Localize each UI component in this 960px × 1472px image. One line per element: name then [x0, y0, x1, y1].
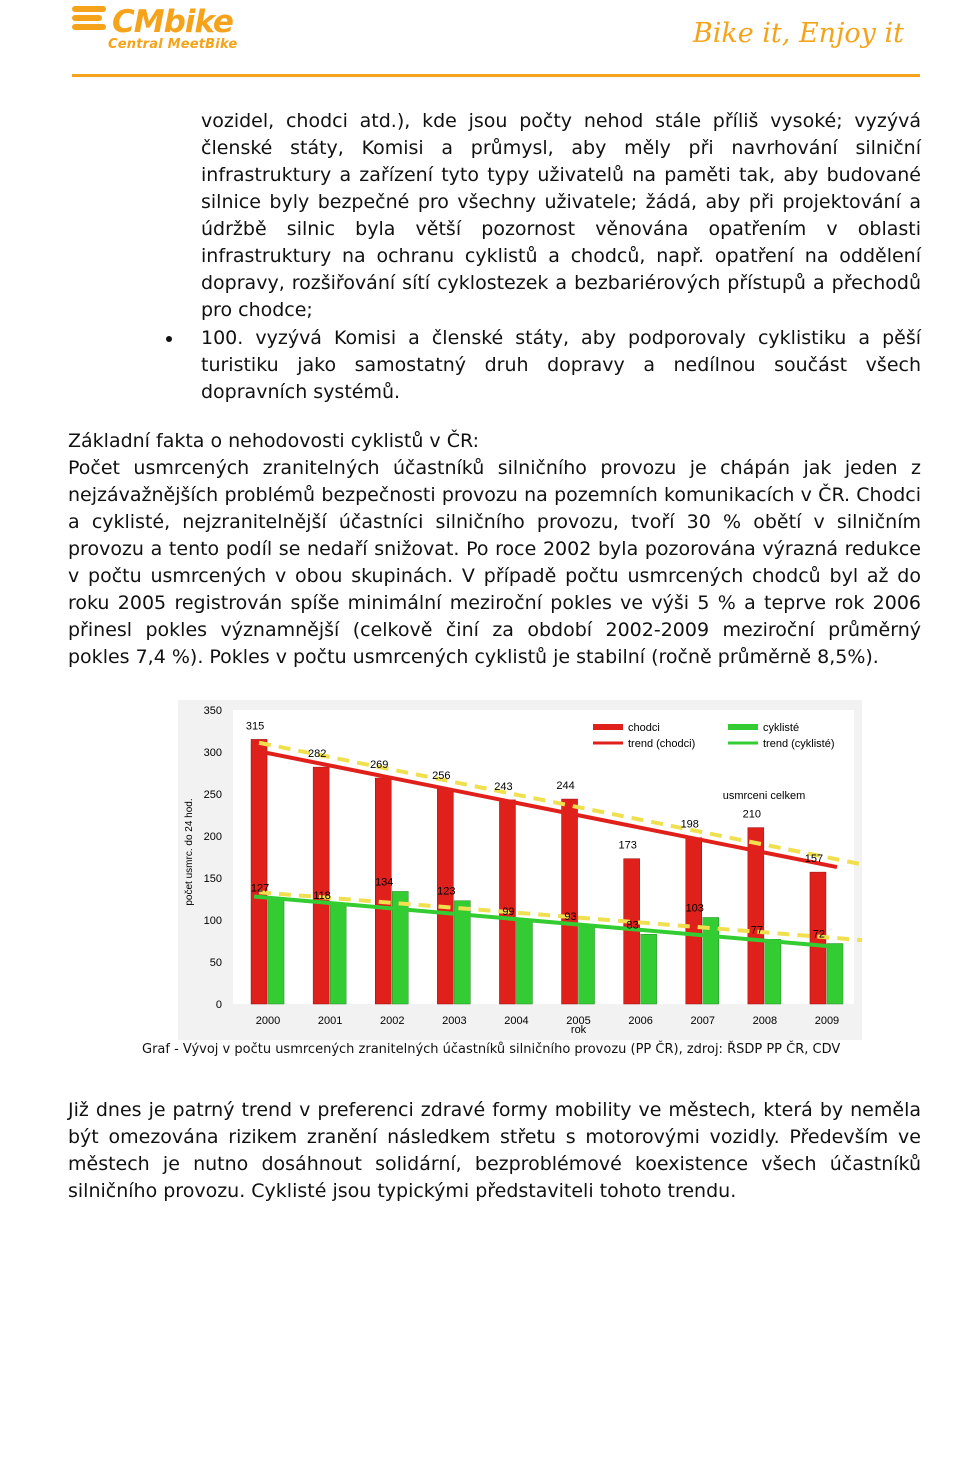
x-tick-label: 2003 — [442, 1015, 467, 1027]
y-tick-label: 100 — [203, 915, 222, 927]
bar-chodci — [499, 800, 515, 1004]
x-tick-label: 2005 — [566, 1015, 591, 1027]
legend-swatch — [593, 724, 623, 730]
bar-cykliste — [579, 926, 595, 1004]
bar-chodci — [686, 838, 702, 1004]
data-label-chodci: 282 — [307, 748, 327, 761]
data-label-cykliste: 127 — [250, 882, 270, 895]
data-label-chodci: 256 — [432, 769, 451, 782]
data-label-chodci: 244 — [556, 780, 575, 793]
data-label-chodci: 269 — [370, 759, 389, 772]
page-header — [0, 0, 960, 80]
data-label-cykliste: 93 — [564, 910, 577, 923]
x-tick-label: 2007 — [690, 1015, 715, 1027]
x-tick-label: 2009 — [814, 1015, 840, 1027]
bar-chodci — [748, 828, 764, 1004]
data-label-cykliste: 118 — [313, 889, 331, 902]
y-tick-label: 50 — [209, 957, 222, 969]
legend-extra-label: usmrceni celkem — [722, 790, 806, 802]
chart-svg — [178, 700, 862, 1040]
data-label-cykliste: 72 — [812, 928, 826, 941]
bar-cykliste — [268, 897, 284, 1004]
bar-cykliste — [330, 905, 346, 1004]
paragraph-trend: Již dnes je patrný trend v preferenci zdravé formy mobility ve městech, která by neměla být omezována rizikem zranění následkem střetu s motorovými vozidly. Především ve městech je nutno dosáhnout solidární, bezproblémové koexistence všech účastníků silničního provozu. Cyklisté jsou typickými představiteli tohoto trendu. — [68, 1099, 921, 1202]
list-item-continued: vozidel, chodci atd.), kde jsou počty nehod stále příliš vysoké; vyzývá členské státy, Komisi a průmysl, aby měly při navrhování silniční infrastruktury a zařízení tyto typy uživatelů na paměti tak, aby budované silnice byly bezpečné pro všechny uživatele; žádá, aby při projektování a údržbě silnic byla větší pozornost věnována opatřením v oblasti infrastruktury na ochranu cyklistů a chodců, např. opatření na oddělení dopravy, rozšiřování sítí cyklostezek a bezbariérových přístupů a přechodů pro chodce; — [201, 110, 921, 321]
y-tick-label: 250 — [203, 789, 222, 801]
x-tick-label: 2004 — [504, 1015, 529, 1027]
bar-cykliste — [827, 944, 843, 1004]
cmbike-logo — [72, 4, 238, 54]
x-axis-label: rok — [570, 1024, 587, 1036]
x-tick-label: 2001 — [317, 1015, 343, 1027]
data-label-cykliste: 99 — [502, 905, 515, 918]
bar-cykliste — [516, 921, 532, 1004]
data-label-chodci: 243 — [494, 780, 513, 793]
x-tick-label: 2008 — [752, 1015, 778, 1027]
y-tick-label: 150 — [203, 873, 222, 885]
bar-chodci — [562, 799, 578, 1004]
data-label-chodci: 210 — [742, 808, 762, 821]
y-tick-label: 200 — [203, 831, 222, 843]
y-tick-label: 300 — [203, 747, 222, 759]
data-label-chodci: 173 — [618, 839, 637, 852]
data-label-cykliste: 134 — [375, 876, 394, 889]
legend-label: cyklisté — [763, 722, 800, 734]
data-label-cykliste: 123 — [437, 885, 456, 898]
bar-cykliste — [703, 917, 719, 1004]
legend-label: trend (cyklisté) — [763, 738, 835, 750]
logo-subtitle: Central MeetBike — [108, 37, 238, 52]
legend-swatch — [728, 724, 758, 730]
x-tick-label: 2000 — [255, 1015, 281, 1027]
data-label-chodci: 157 — [804, 853, 824, 866]
paragraph-facts: Počet usmrcených zranitelných účastníků silničního provozu je chápán jak jeden z nejzávažnějších problémů bezpečnosti provozu na pozemních komunikacích v ČR. Chodci a cyklisté, nejzranitelnější účastníci silničního provozu, tvoří 30 % obětí v silničním provozu a tento podíl se nedaří snižovat. Po roce 2002 byla pozorována výrazná redukce v počtu usmrcených v obou skupinách. V případě počtu usmrcených chodců byl až do roku 2005 registrován spíše minimální meziroční pokles ve výši 5 % a teprve rok 2006 přinesl pokles významnější (celkově činí za období 2002-2009 meziroční průměrný pokles 7,4 %). Pokles v počtu usmrcených cyklistů je stabilní (ročně průměrně 8,5%). — [68, 457, 921, 668]
y-tick-label: 350 — [203, 705, 222, 717]
slogan: Bike it, Enjoy it — [692, 18, 904, 49]
data-label-cykliste: 103 — [685, 902, 704, 915]
logo-stripes-icon — [72, 6, 106, 36]
data-label-cykliste: 77 — [750, 924, 763, 937]
logo-text: CMbike — [112, 4, 233, 40]
section-title: Základní fakta o nehodovosti cyklistů v ČR: — [68, 430, 480, 452]
y-tick-label: 0 — [215, 999, 222, 1011]
data-label-cykliste: 83 — [626, 919, 639, 932]
fatalities-chart — [178, 700, 862, 1040]
bar-cykliste — [765, 939, 781, 1004]
x-tick-label: 2006 — [628, 1015, 653, 1027]
legend-label: trend (chodci) — [628, 738, 696, 750]
header-rule — [72, 74, 920, 77]
data-label-chodci: 198 — [680, 818, 699, 831]
list-item-100: 100. vyzývá Komisi a členské státy, aby podporovaly cyklistiku a pěší turistiku jako samostatný druh dopravy a nedílnou součást všech dopravních systémů. — [201, 327, 921, 403]
data-label-chodci: 315 — [245, 720, 265, 733]
chart-caption: Graf - Vývoj v počtu usmrcených zranitelných účastníků silničního provozu (PP ČR), zdroj: ŘSDP PP ČR, CDV — [142, 1042, 841, 1057]
bar-chodci — [375, 778, 394, 1004]
bar-chodci — [313, 767, 329, 1004]
bar-cykliste — [641, 934, 657, 1004]
bullet-icon — [166, 336, 172, 342]
bar-chodci — [250, 739, 270, 1004]
legend-label: chodci — [628, 722, 660, 734]
y-axis-label: počet usmrc. do 24 hod. — [184, 798, 195, 906]
x-tick-label: 2002 — [380, 1015, 405, 1027]
